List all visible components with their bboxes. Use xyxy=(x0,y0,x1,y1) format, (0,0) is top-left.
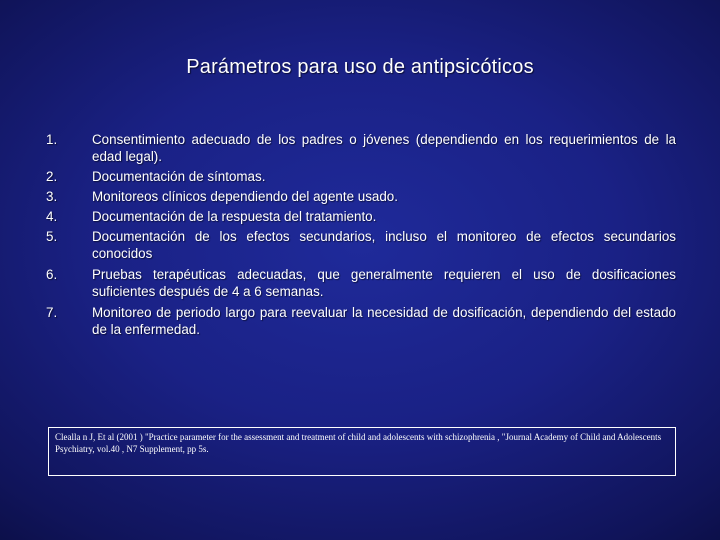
list-item xyxy=(46,228,676,262)
item-text: Consentimiento adecuado de los padres o jóvenes (dependiendo en los requerimientos de la edad legal). xyxy=(92,132,676,164)
item-text: Documentación de la respuesta del tratamiento. xyxy=(92,209,377,224)
item-text: Monitoreos clínicos dependiendo del agente usado. xyxy=(92,189,398,204)
item-text: Pruebas terapéuticas adecuadas, que generalmente requieren el uso de dosificaciones suficientes después de 4 a 6 semanas. xyxy=(92,267,676,299)
item-number: 3. xyxy=(46,189,58,204)
list-item xyxy=(46,131,676,165)
list-item xyxy=(46,304,676,338)
item-number: 7. xyxy=(46,305,58,320)
list-item xyxy=(46,266,676,300)
item-number: 6. xyxy=(46,267,58,282)
list-item xyxy=(46,188,676,205)
parameter-list xyxy=(46,131,676,338)
list-item xyxy=(46,208,676,225)
slide-title: Parámetros para uso de antipsicóticos xyxy=(186,56,534,78)
item-text: Documentación de síntomas. xyxy=(92,169,266,184)
item-number: 4. xyxy=(46,209,58,224)
item-number: 5. xyxy=(46,229,58,244)
item-text: Monitoreo de periodo largo para reevaluar la necesidad de dosificación, dependiendo del estado de la enfermedad. xyxy=(92,305,676,337)
item-text: Documentación de los efectos secundarios, incluso el monitoreo de efectos secundarios conocidos xyxy=(92,229,676,261)
reference-box: Clealla n J, Et al (2001 ) "Practice parameter for the assessment and treatment of child and adolescents with schizophrenia , "Journal Academy of Child and Adolescents Psychiatry, vol.40 , N7 Supplement, pp 5s. xyxy=(48,427,676,476)
list-item xyxy=(46,168,676,185)
item-number: 2. xyxy=(46,169,58,184)
item-number: 1. xyxy=(46,132,58,147)
